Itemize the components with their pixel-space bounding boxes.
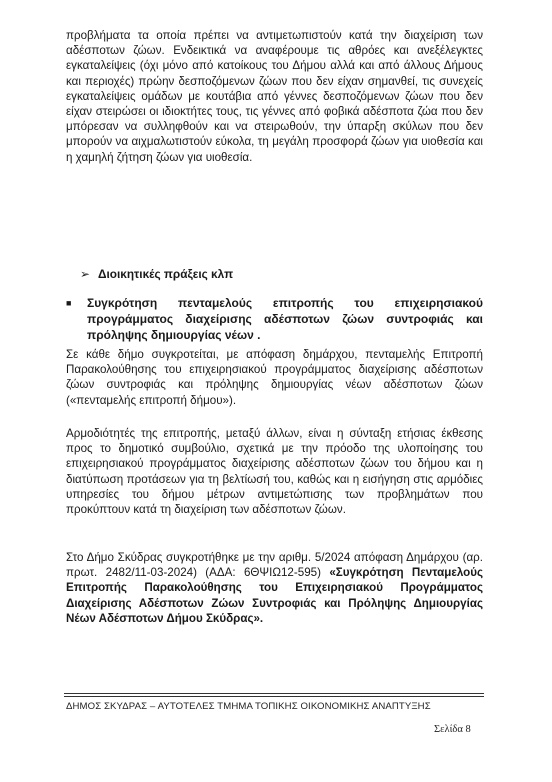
body-paragraph-problems: προβλήματα τα οποία πρέπει να αντιμετωπιστούν κατά την διαχείριση των αδέσποτων ζώων. Ενδεικτικά να αναφέρουμε τις αθρόες και ανεξέλεγκτες εγκαταλείψεις (όχι μόνο από κατοίκους του Δήμου αλλά και από άλλους Δήμους και περιοχές) πρώην δεσποζόμενων ζώων που δεν είχαν σημανθεί, τις συνεχείς εγκαταλείψεις ομάδων με κουτάβια από γέννες δεσποζόμενων ζώων που δεν είχαν στειρώσει οι ιδιοκτήτες τους, τις γέννες από φοβικά αδέσποτα ζώα που δεν μπόρεσαν να συλληφθούν και να στειρωθούν, την ύπαρξη σκύλων που δεν μπορούν να αιχμαλωτιστούν εύκολα, τη μεγάλη προσφορά ζώων για υιοθεσία και η χαμηλή ζήτηση ζώων για υιοθεσία. [66, 29, 483, 164]
decision-title-text: «Συγκρότηση Πενταμελούς Επιτροπής Παρακολούθησης του Επιχειρησιακού Προγράμματος Διαχείρισης Αδέσποτων Ζώων Συντροφιάς και Πρόληψης Δημιουργίας Νέων Αδέσποτων Δήμου Σκύδρας». [66, 566, 483, 625]
body-paragraph-decision [66, 550, 483, 626]
body-paragraph-committee: Σε κάθε δήμο συγκροτείται, με απόφαση δημάρχου, πενταμελής Επιτροπή Παρακολούθησης του επιχειρησιακού προγράμματος διαχείρισης αδέσποτων ζώων συντροφιάς και πρόληψης δημιουργίας νέων αδέσποτων ζώων («πενταμελής επιτροπή δήμου»). [66, 348, 483, 407]
committee-subheading-text: Συγκρότηση πενταμελούς επιτροπής του επιχειρησιακού προγράμματος διαχείρισης αδέσποτων ζώων συντροφιάς και πρόληψης δημιουργίας νέων . [87, 296, 483, 342]
footer-divider-bottom [64, 696, 484, 697]
committee-subheading [66, 296, 483, 343]
square-bullet-icon: ■ [66, 298, 72, 308]
section-heading [80, 267, 233, 281]
body-paragraph-responsibilities: Αρμοδιότητές της επιτροπής, μεταξύ άλλων, είναι η σύνταξη ετήσιας έκθεσης προς το δημοτικό συμβούλιο, σχετικά με την πρόοδο της υλοποίησης του επιχειρησιακού προγράμματος διαχείρισης αδέσποτων ζώων του δήμου και η διατύπωση προτάσεων για τη βελτίωσή του, καθώς και η εισήγηση στις αρμόδιες υπηρεσίες του δήμου μέτρων αντιμετώπισης των προβλημάτων που προκύπτουν κατά τη διαχείριση των αδέσποτων ζώων. [66, 427, 483, 517]
footer-organization: ΔΗΜΟΣ ΣΚΥΔΡΑΣ – ΑΥΤΟΤΕΛΕΣ ΤΜΗΜΑ ΤΟΠΙΚΗΣ ΟΙΚΟΝΟΜΙΚΗΣ ΑΝΑΠΤΥΞΗΣ [66, 701, 431, 712]
arrow-bullet-icon: ➢ [80, 267, 90, 281]
decision-reference-text: Στο Δήμο Σκύδρας συγκροτήθηκε με την αριθμ. 5/2024 απόφαση Δημάρχου (αρ. πρωτ. 2482/11-03-2024) (ΑΔΑ: 6ΘΨΙΩ12-595) [66, 551, 483, 580]
footer-divider-top [64, 693, 484, 694]
page-number: Σελίδα 8 [434, 724, 471, 735]
section-heading-label: Διοικητικές πράξεις κλπ [98, 267, 234, 281]
